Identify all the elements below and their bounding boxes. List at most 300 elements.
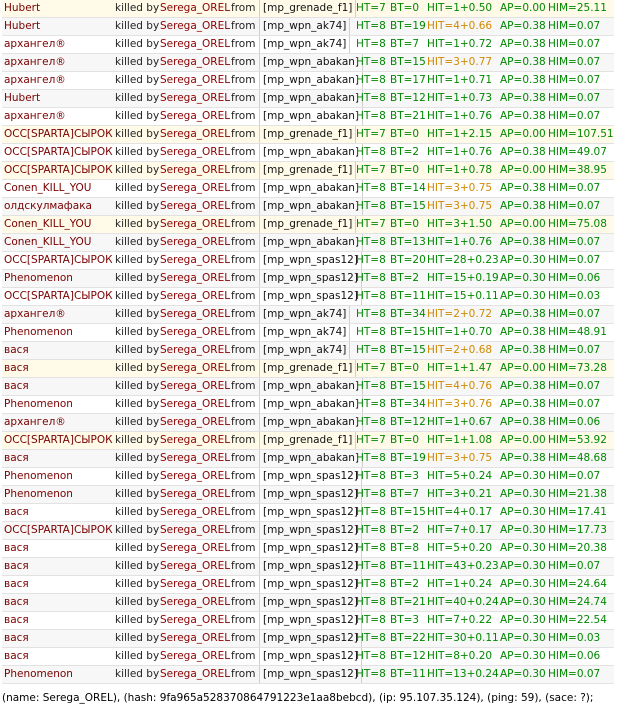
- victim-name: OCC[SPARTA]СЫРОК: [4, 254, 113, 266]
- victim-name: OCC[SPARTA]СЫРОК: [4, 128, 113, 140]
- ht-value: HT=8: [356, 668, 386, 680]
- hit-value: HIT=8+0.20: [427, 650, 493, 662]
- killer-name: Serega_OREL: [160, 38, 231, 50]
- bt-value: BT=11: [390, 668, 426, 680]
- ht-value: HT=7: [356, 2, 386, 14]
- ht-value: HT=8: [356, 650, 386, 662]
- victim-name: архангел®: [4, 308, 66, 320]
- hit-value: HIT=1+0.50: [427, 2, 493, 14]
- from-label: from: [231, 110, 256, 122]
- ht-value: HT=8: [356, 92, 386, 104]
- kill-log-row: [2, 666, 614, 684]
- kill-log-row: [2, 468, 614, 486]
- from-label: from: [231, 74, 256, 86]
- kill-log-row: [2, 216, 614, 234]
- kill-log-row: [2, 396, 614, 414]
- victim-name: Phenomenon: [4, 398, 73, 410]
- killer-name: Serega_OREL: [160, 56, 231, 68]
- killed-by-label: killed by: [115, 650, 160, 662]
- killer-name: Serega_OREL: [160, 398, 231, 410]
- killed-by-label: killed by: [115, 380, 160, 392]
- kill-log-row: [2, 252, 614, 270]
- him-value: HIM=17.41: [548, 506, 607, 518]
- from-label: from: [231, 452, 256, 464]
- from-label: from: [231, 398, 256, 410]
- him-value: HIM=75.08: [548, 218, 607, 230]
- him-value: HIM=24.74: [548, 596, 607, 608]
- bt-value: BT=0: [390, 128, 420, 140]
- from-label: from: [231, 218, 256, 230]
- him-value: HIM=0.07: [548, 236, 601, 248]
- from-label: from: [231, 434, 256, 446]
- him-value: HIM=0.07: [548, 182, 601, 194]
- weapon-name: [mp_wpn_spas12]: [259, 576, 362, 593]
- ht-value: HT=8: [356, 578, 386, 590]
- him-value: HIM=53.92: [548, 434, 607, 446]
- victim-name: вася: [4, 380, 29, 392]
- bt-value: BT=2: [390, 272, 420, 284]
- killed-by-label: killed by: [115, 398, 160, 410]
- victim-name: Phenomenon: [4, 470, 73, 482]
- killed-by-label: killed by: [115, 128, 160, 140]
- kill-log-row: [2, 540, 614, 558]
- from-label: from: [231, 596, 256, 608]
- kill-log-row: [2, 288, 614, 306]
- hit-value: HIT=1+0.76: [427, 110, 493, 122]
- him-value: HIM=0.07: [548, 92, 601, 104]
- kill-log-row: [2, 486, 614, 504]
- him-value: HIM=0.06: [548, 650, 601, 662]
- killed-by-label: killed by: [115, 542, 160, 554]
- bt-value: BT=34: [390, 398, 426, 410]
- from-label: from: [231, 470, 256, 482]
- him-value: HIM=0.07: [548, 308, 601, 320]
- weapon-name: [mp_wpn_spas12]: [259, 522, 362, 539]
- killed-by-label: killed by: [115, 362, 160, 374]
- ht-value: HT=8: [356, 182, 386, 194]
- weapon-name: [mp_wpn_abakan]: [259, 234, 363, 251]
- him-value: HIM=0.07: [548, 560, 601, 572]
- killer-name: Serega_OREL: [160, 146, 231, 158]
- killed-by-label: killed by: [115, 164, 160, 176]
- victim-name: вася: [4, 632, 29, 644]
- bt-value: BT=3: [390, 614, 420, 626]
- hit-value: HIT=3+0.75: [427, 452, 493, 464]
- bt-value: BT=19: [390, 20, 426, 32]
- ap-value: AP=0.38: [500, 74, 546, 86]
- ht-value: HT=8: [356, 614, 386, 626]
- ap-value: AP=0.00: [500, 362, 546, 374]
- kill-log-row: [2, 180, 614, 198]
- weapon-name: [mp_wpn_ak74]: [259, 36, 350, 53]
- victim-name: Phenomenon: [4, 488, 73, 500]
- kill-log-row: [2, 198, 614, 216]
- ap-value: AP=0.38: [500, 236, 546, 248]
- weapon-name: [mp_wpn_spas12]: [259, 504, 362, 521]
- victim-name: OCC[SPARTA]СЫРОК: [4, 164, 113, 176]
- ap-value: AP=0.30: [500, 290, 546, 302]
- from-label: from: [231, 362, 256, 374]
- him-value: HIM=22.54: [548, 614, 607, 626]
- him-value: HIM=0.03: [548, 290, 601, 302]
- ap-value: AP=0.38: [500, 380, 546, 392]
- from-label: from: [231, 182, 256, 194]
- victim-name: архангел®: [4, 416, 66, 428]
- killer-name: Serega_OREL: [160, 470, 231, 482]
- ht-value: HT=8: [356, 38, 386, 50]
- kill-log-row: [2, 162, 614, 180]
- ht-value: HT=8: [356, 146, 386, 158]
- bt-value: BT=15: [390, 506, 426, 518]
- bt-value: BT=15: [390, 326, 426, 338]
- ap-value: AP=0.30: [500, 578, 546, 590]
- player-info-footer: (name: Serega_OREL), (hash: 9fa965a528370864791223e1aa8bebcd), (ip: 95.107.35.124), (ping: 59), (sace: ?);: [2, 692, 594, 704]
- from-label: from: [231, 128, 256, 140]
- killed-by-label: killed by: [115, 344, 160, 356]
- bt-value: BT=20: [390, 254, 426, 266]
- victim-name: вася: [4, 650, 29, 662]
- killer-name: Serega_OREL: [160, 164, 231, 176]
- killer-name: Serega_OREL: [160, 488, 231, 500]
- bt-value: BT=13: [390, 236, 426, 248]
- from-label: from: [231, 380, 256, 392]
- from-label: from: [231, 416, 256, 428]
- bt-value: BT=11: [390, 560, 426, 572]
- ap-value: AP=0.00: [500, 2, 546, 14]
- killed-by-label: killed by: [115, 308, 160, 320]
- bt-value: BT=22: [390, 632, 426, 644]
- killer-name: Serega_OREL: [160, 272, 231, 284]
- killed-by-label: killed by: [115, 596, 160, 608]
- killed-by-label: killed by: [115, 470, 160, 482]
- kill-log-row: [2, 504, 614, 522]
- ap-value: AP=0.30: [500, 614, 546, 626]
- bt-value: BT=15: [390, 380, 426, 392]
- victim-name: Hubert: [4, 20, 41, 32]
- weapon-name: [mp_wpn_spas12]: [259, 648, 362, 665]
- him-value: HIM=21.38: [548, 488, 607, 500]
- victim-name: Conen_KILL_YOU: [4, 182, 92, 194]
- from-label: from: [231, 524, 256, 536]
- weapon-name: [mp_grenade_f1]: [259, 216, 356, 233]
- victim-name: вася: [4, 362, 29, 374]
- ap-value: AP=0.30: [500, 650, 546, 662]
- kill-log-row: [2, 414, 614, 432]
- hit-value: HIT=3+1.50: [427, 218, 493, 230]
- hit-value: HIT=3+0.76: [427, 398, 493, 410]
- bt-value: BT=34: [390, 308, 426, 320]
- bt-value: BT=17: [390, 74, 426, 86]
- victim-name: OCC[SPARTA]СЫРОК: [4, 290, 113, 302]
- from-label: from: [231, 272, 256, 284]
- bt-value: BT=15: [390, 56, 426, 68]
- hit-value: HIT=5+0.20: [427, 542, 493, 554]
- from-label: from: [231, 2, 256, 14]
- him-value: HIM=24.64: [548, 578, 607, 590]
- from-label: from: [231, 632, 256, 644]
- kill-log-row: [2, 36, 614, 54]
- killer-name: Serega_OREL: [160, 92, 231, 104]
- kill-log-row: [2, 108, 614, 126]
- weapon-name: [mp_wpn_spas12]: [259, 558, 362, 575]
- ap-value: AP=0.38: [500, 452, 546, 464]
- hit-value: HIT=7+0.17: [427, 524, 493, 536]
- killer-name: Serega_OREL: [160, 632, 231, 644]
- ht-value: HT=8: [356, 398, 386, 410]
- hit-value: HIT=4+0.76: [427, 380, 493, 392]
- hit-value: HIT=28+0.23: [427, 254, 499, 266]
- weapon-name: [mp_wpn_abakan]: [259, 144, 363, 161]
- bt-value: BT=0: [390, 2, 420, 14]
- from-label: from: [231, 326, 256, 338]
- ht-value: HT=8: [356, 488, 386, 500]
- him-value: HIM=48.91: [548, 326, 607, 338]
- bt-value: BT=12: [390, 416, 426, 428]
- ht-value: HT=8: [356, 236, 386, 248]
- victim-name: олдскулмафака: [4, 200, 92, 212]
- bt-value: BT=2: [390, 578, 420, 590]
- from-label: from: [231, 38, 256, 50]
- hit-value: HIT=13+0.24: [427, 668, 499, 680]
- kill-log-row: [2, 306, 614, 324]
- kill-log-row: [2, 72, 614, 90]
- kill-log-row: [2, 0, 614, 18]
- him-value: HIM=73.28: [548, 362, 607, 374]
- ht-value: HT=8: [356, 344, 386, 356]
- kill-log-row: [2, 342, 614, 360]
- hit-value: HIT=1+0.76: [427, 236, 493, 248]
- kill-log-row: [2, 126, 614, 144]
- bt-value: BT=7: [390, 38, 420, 50]
- bt-value: BT=11: [390, 290, 426, 302]
- ht-value: HT=7: [356, 434, 386, 446]
- victim-name: архангел®: [4, 74, 66, 86]
- ap-value: AP=0.30: [500, 596, 546, 608]
- weapon-name: [mp_wpn_spas12]: [259, 486, 362, 503]
- killed-by-label: killed by: [115, 434, 160, 446]
- him-value: HIM=0.07: [548, 380, 601, 392]
- hit-value: HIT=15+0.11: [427, 290, 499, 302]
- killer-name: Serega_OREL: [160, 668, 231, 680]
- killer-name: Serega_OREL: [160, 308, 231, 320]
- ht-value: HT=8: [356, 416, 386, 428]
- killer-name: Serega_OREL: [160, 416, 231, 428]
- him-value: HIM=20.38: [548, 542, 607, 554]
- ht-value: HT=8: [356, 380, 386, 392]
- him-value: HIM=0.06: [548, 416, 601, 428]
- bt-value: BT=15: [390, 200, 426, 212]
- ap-value: AP=0.30: [500, 254, 546, 266]
- killed-by-label: killed by: [115, 326, 160, 338]
- hit-value: HIT=2+0.72: [427, 308, 493, 320]
- hit-value: HIT=4+0.66: [427, 20, 493, 32]
- bt-value: BT=0: [390, 434, 420, 446]
- weapon-name: [mp_grenade_f1]: [259, 360, 356, 377]
- from-label: from: [231, 308, 256, 320]
- killer-name: Serega_OREL: [160, 236, 231, 248]
- victim-name: OCC[SPARTA]СЫРОК: [4, 434, 113, 446]
- hit-value: HIT=1+0.72: [427, 38, 493, 50]
- him-value: HIM=0.07: [548, 20, 601, 32]
- hit-value: HIT=1+2.15: [427, 128, 493, 140]
- weapon-name: [mp_wpn_spas12]: [259, 270, 362, 287]
- ht-value: HT=8: [356, 470, 386, 482]
- him-value: HIM=25.11: [548, 2, 607, 14]
- bt-value: BT=3: [390, 470, 420, 482]
- killed-by-label: killed by: [115, 20, 160, 32]
- victim-name: OCC[SPARTA]СЫРОК: [4, 146, 113, 158]
- ap-value: AP=0.38: [500, 182, 546, 194]
- victim-name: вася: [4, 560, 29, 572]
- killer-name: Serega_OREL: [160, 290, 231, 302]
- killer-name: Serega_OREL: [160, 434, 231, 446]
- weapon-name: [mp_wpn_ak74]: [259, 306, 350, 323]
- killer-name: Serega_OREL: [160, 524, 231, 536]
- killed-by-label: killed by: [115, 488, 160, 500]
- him-value: HIM=107.51: [548, 128, 614, 140]
- kill-log-row: [2, 324, 614, 342]
- ht-value: HT=8: [356, 542, 386, 554]
- victim-name: вася: [4, 542, 29, 554]
- kill-log-row: [2, 378, 614, 396]
- killed-by-label: killed by: [115, 578, 160, 590]
- him-value: HIM=48.68: [548, 452, 607, 464]
- kill-log-row: [2, 558, 614, 576]
- him-value: HIM=49.07: [548, 146, 607, 158]
- ht-value: HT=8: [356, 200, 386, 212]
- kill-log-row: [2, 144, 614, 162]
- weapon-name: [mp_wpn_spas12]: [259, 666, 362, 683]
- bt-value: BT=0: [390, 164, 420, 176]
- killed-by-label: killed by: [115, 92, 160, 104]
- kill-log-row: [2, 54, 614, 72]
- ap-value: AP=0.38: [500, 416, 546, 428]
- killer-name: Serega_OREL: [160, 542, 231, 554]
- victim-name: архангел®: [4, 56, 66, 68]
- hit-value: HIT=3+0.75: [427, 200, 493, 212]
- ht-value: HT=8: [356, 326, 386, 338]
- weapon-name: [mp_wpn_spas12]: [259, 630, 362, 647]
- victim-name: Hubert: [4, 2, 41, 14]
- killer-name: Serega_OREL: [160, 452, 231, 464]
- killer-name: Serega_OREL: [160, 254, 231, 266]
- bt-value: BT=12: [390, 92, 426, 104]
- him-value: HIM=17.73: [548, 524, 607, 536]
- victim-name: Phenomenon: [4, 272, 73, 284]
- ap-value: AP=0.30: [500, 668, 546, 680]
- killer-name: Serega_OREL: [160, 110, 231, 122]
- victim-name: Conen_KILL_YOU: [4, 236, 92, 248]
- ht-value: HT=8: [356, 254, 386, 266]
- weapon-name: [mp_wpn_abakan]: [259, 72, 363, 89]
- victim-name: Hubert: [4, 92, 41, 104]
- hit-value: HIT=1+1.47: [427, 362, 493, 374]
- ap-value: AP=0.38: [500, 92, 546, 104]
- from-label: from: [231, 578, 256, 590]
- ap-value: AP=0.30: [500, 272, 546, 284]
- weapon-name: [mp_wpn_ak74]: [259, 18, 350, 35]
- him-value: HIM=0.07: [548, 470, 601, 482]
- killed-by-label: killed by: [115, 74, 160, 86]
- him-value: HIM=0.07: [548, 254, 601, 266]
- victim-name: архангел®: [4, 110, 66, 122]
- him-value: HIM=0.07: [548, 200, 601, 212]
- hit-value: HIT=1+0.70: [427, 326, 493, 338]
- from-label: from: [231, 290, 256, 302]
- weapon-name: [mp_grenade_f1]: [259, 432, 356, 449]
- weapon-name: [mp_wpn_ak74]: [259, 324, 350, 341]
- ap-value: AP=0.30: [500, 560, 546, 572]
- bt-value: BT=14: [390, 182, 426, 194]
- killer-name: Serega_OREL: [160, 200, 231, 212]
- ap-value: AP=0.30: [500, 506, 546, 518]
- weapon-name: [mp_wpn_abakan]: [259, 90, 363, 107]
- ap-value: AP=0.30: [500, 542, 546, 554]
- from-label: from: [231, 200, 256, 212]
- ap-value: AP=0.38: [500, 56, 546, 68]
- from-label: from: [231, 56, 256, 68]
- ht-value: HT=8: [356, 56, 386, 68]
- hit-value: HIT=3+0.21: [427, 488, 493, 500]
- killed-by-label: killed by: [115, 110, 160, 122]
- weapon-name: [mp_wpn_ak74]: [259, 342, 350, 359]
- victim-name: вася: [4, 614, 29, 626]
- kill-log-row: [2, 450, 614, 468]
- weapon-name: [mp_wpn_spas12]: [259, 252, 362, 269]
- ap-value: AP=0.00: [500, 434, 546, 446]
- ap-value: AP=0.38: [500, 110, 546, 122]
- weapon-name: [mp_wpn_abakan]: [259, 198, 363, 215]
- bt-value: BT=19: [390, 452, 426, 464]
- ap-value: AP=0.38: [500, 38, 546, 50]
- bt-value: BT=12: [390, 650, 426, 662]
- ap-value: AP=0.38: [500, 146, 546, 158]
- him-value: HIM=0.07: [548, 344, 601, 356]
- him-value: HIM=0.07: [548, 38, 601, 50]
- weapon-name: [mp_wpn_abakan]: [259, 414, 363, 431]
- kill-log-row: [2, 576, 614, 594]
- weapon-name: [mp_wpn_abakan]: [259, 54, 363, 71]
- him-value: HIM=0.07: [548, 110, 601, 122]
- killed-by-label: killed by: [115, 416, 160, 428]
- hit-value: HIT=1+0.67: [427, 416, 493, 428]
- him-value: HIM=0.06: [548, 272, 601, 284]
- kill-log-row: [2, 18, 614, 36]
- hit-value: HIT=4+0.17: [427, 506, 493, 518]
- killed-by-label: killed by: [115, 560, 160, 572]
- bt-value: BT=2: [390, 146, 420, 158]
- weapon-name: [mp_wpn_abakan]: [259, 450, 363, 467]
- ap-value: AP=0.30: [500, 524, 546, 536]
- killed-by-label: killed by: [115, 290, 160, 302]
- victim-name: Conen_KILL_YOU: [4, 218, 92, 230]
- from-label: from: [231, 560, 256, 572]
- kill-log-row: [2, 594, 614, 612]
- killed-by-label: killed by: [115, 236, 160, 248]
- bt-value: BT=7: [390, 488, 420, 500]
- from-label: from: [231, 488, 256, 500]
- hit-value: HIT=1+1.08: [427, 434, 493, 446]
- killed-by-label: killed by: [115, 182, 160, 194]
- kill-log-row: [2, 648, 614, 666]
- him-value: HIM=38.95: [548, 164, 607, 176]
- ap-value: AP=0.30: [500, 470, 546, 482]
- ap-value: AP=0.00: [500, 164, 546, 176]
- killed-by-label: killed by: [115, 272, 160, 284]
- hit-value: HIT=1+0.78: [427, 164, 493, 176]
- ap-value: AP=0.38: [500, 308, 546, 320]
- victim-name: вася: [4, 452, 29, 464]
